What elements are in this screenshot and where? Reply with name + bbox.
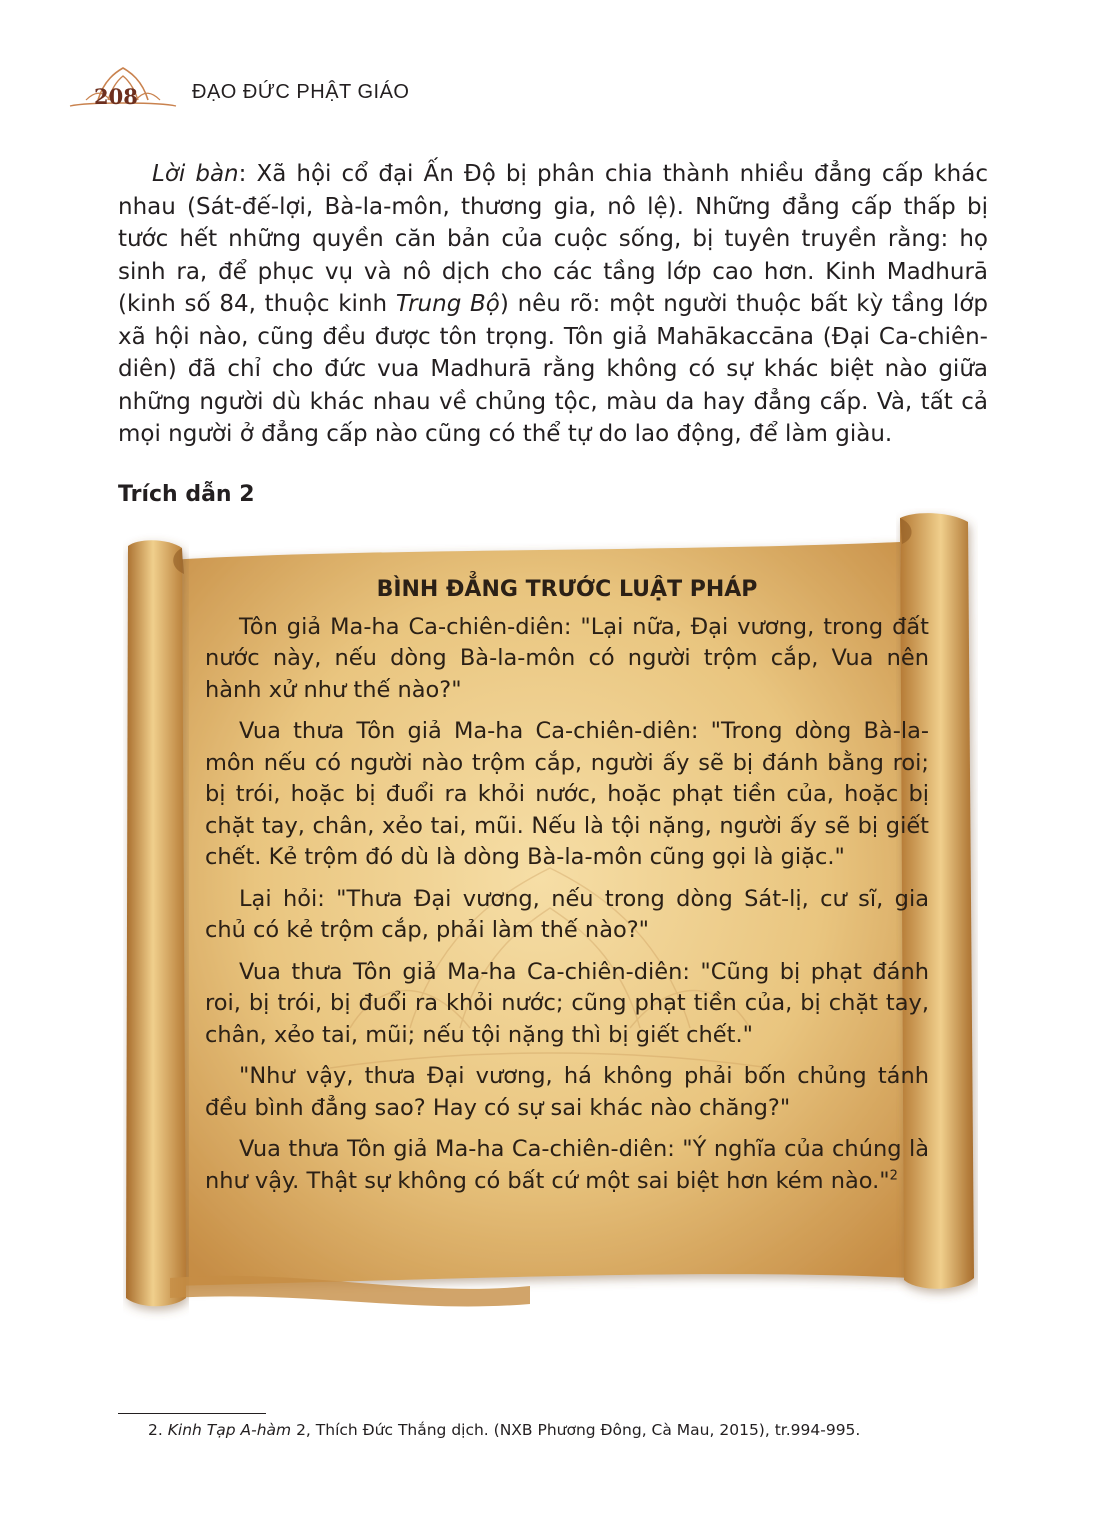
scroll-paragraph: "Như vậy, thưa Đại vương, há không phải bốn chủng tánh đều bình đẳng sao? Hay có sự sai khác nào chăng?" [205, 1063, 929, 1121]
commentary-text-2: ) nêu rõ: một người thuộc bất kỳ tầng lớp xã hội nào, cũng đều được tôn trọng. Tôn giả Mahākaccāna (Đại Ca-chiên-diên) đã chỉ cho đức vua Madhurā rằng không có sự khác biệt nào giữa những người dù khác nhau về chủng tộc, màu da hay đẳng cấp. Và, tất cả mọi người ở đẳng cấp nào cũng có thể tự do lao động, để làm giàu. [118, 291, 988, 447]
commentary-text-1: : Xã hội cổ đại Ấn Độ bị phân chia thành nhiều đẳng cấp khác nhau (Sát-đế-lợi, Bà-la-môn, thương gia, nô lệ). Những đẳng cấp thấp bị tước hết những quyền căn bản của cuộc sống, bị tuyên truyền rằng: họ sinh ra, để phục vụ và nô dịch cho các tầng lớp cao hơn. Kinh Madhurā (kinh số 84, thuộc kinh [118, 161, 988, 317]
footnote-marker: 2 [889, 1168, 898, 1183]
footnote-divider [118, 1413, 266, 1414]
footnote-text: 2, Thích Đức Thắng dịch. (NXB Phương Đông, Cà Mau, 2015), tr.994-995. [291, 1421, 861, 1439]
scroll-title: BÌNH ĐẲNG TRƯỚC LUẬT PHÁP [376, 577, 758, 602]
running-title: ĐẠO ĐỨC PHẬT GIÁO [192, 81, 410, 103]
page-header [68, 66, 488, 116]
footnote-number: 2. [148, 1421, 163, 1439]
commentary-label: Lời bàn [152, 161, 239, 187]
commentary-italic-ref: Trung Bộ [395, 291, 500, 317]
scroll-paragraph: Tôn giả Ma-ha Ca-chiên-diên: "Lại nữa, Đại vương, trong đất nước này, nếu dòng Bà-la-môn có người trộm cắp, Vua nên hành xử như thế nào?" [205, 613, 929, 703]
page-number: 208 [94, 84, 138, 109]
scroll-paragraph: Lại hỏi: "Thưa Đại vương, nếu trong dòng Sát-lị, cư sĩ, gia chủ có kẻ trộm cắp, phải làm thế nào?" [205, 885, 929, 943]
scroll-paragraph-text: Vua thưa Tôn giả Ma-ha Ca-chiên-diên: "Ý nghĩa của chúng là như vậy. Thật sự không có bất cứ một sai biệt hơn kém nào." [205, 1136, 929, 1194]
scroll-content [205, 574, 929, 1207]
parchment-scroll [110, 508, 990, 1328]
commentary-paragraph [118, 158, 988, 451]
footnote-title: Kinh Tạp A-hàm [167, 1421, 292, 1439]
scroll-paragraph: Vua thưa Tôn giả Ma-ha Ca-chiên-diên: "Cũng bị phạt đánh roi, bị trói, bị đuổi ra khỏi nước; cũng phạt tiền của, bị chặt tay, chân, xẻo tai, mũi; nếu tội nặng thì bị giết chết." [205, 958, 929, 1048]
section-label: Trích dẫn 2 [118, 482, 255, 507]
scroll-paragraph: Vua thưa Tôn giả Ma-ha Ca-chiên-diên: "Trong dòng Bà-la-môn nếu có người nào trộm cắp, người ấy sẽ bị đánh bằng roi; bị trói, hoặc bị đuổi ra khỏi nước, hoặc phạt tiền của, hoặc bị chặt tay, chân, xẻo tai, mũi. Nếu là tội nặng, người ấy sẽ bị giết chết. Kẻ trộm đó dù là dòng Bà-la-môn cũng gọi là giặc." [205, 718, 929, 870]
scroll-paragraph-last [205, 1134, 929, 1197]
footnote [148, 1421, 1028, 1439]
